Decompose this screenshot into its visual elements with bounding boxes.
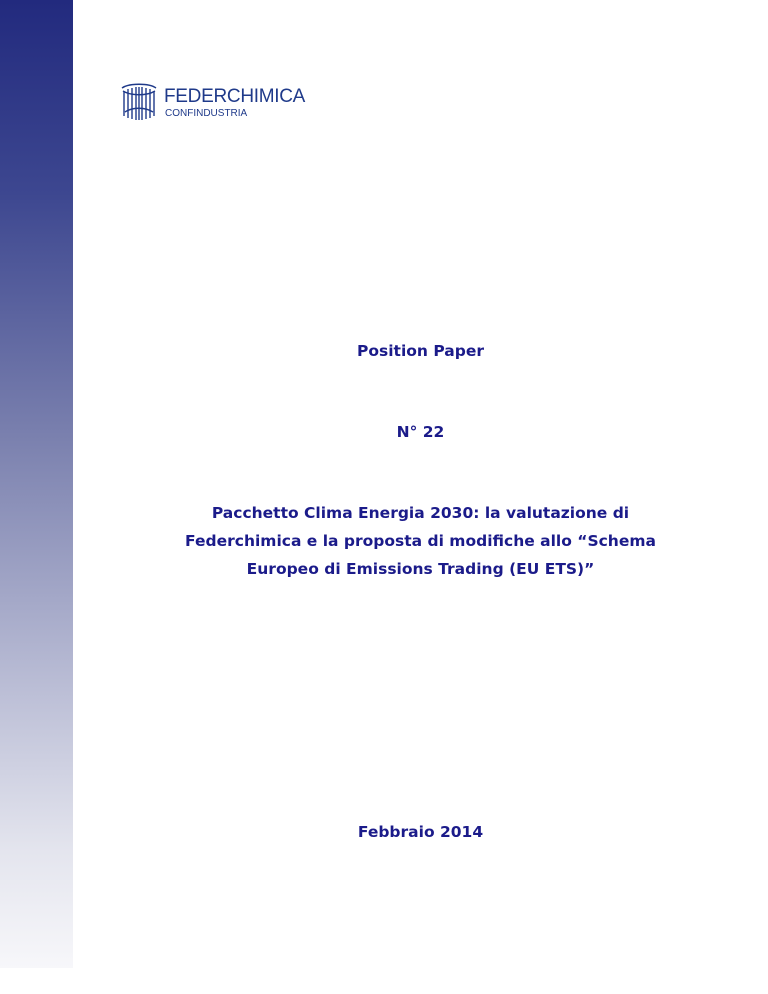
title-line: Pacchetto Clima Energia 2030: la valutazione di	[211, 504, 630, 522]
document-number: N° 22	[396, 423, 445, 441]
document-type: Position Paper	[356, 342, 484, 360]
logo-subtitle: CONFINDUSTRIA	[165, 108, 248, 119]
side-gradient-band	[0, 0, 73, 968]
federchimica-logo	[119, 82, 319, 126]
federchimica-columns-logo-icon	[119, 82, 159, 122]
title-line: Europeo di Emissions Trading (EU ETS)”	[246, 560, 595, 578]
logo-wordmark: FEDERCHIMICA	[164, 86, 306, 107]
document-title	[73, 499, 768, 583]
title-line: Federchimica e la proposta di modifiche allo “Schema	[185, 532, 656, 550]
document-date: Febbraio 2014	[357, 823, 484, 841]
